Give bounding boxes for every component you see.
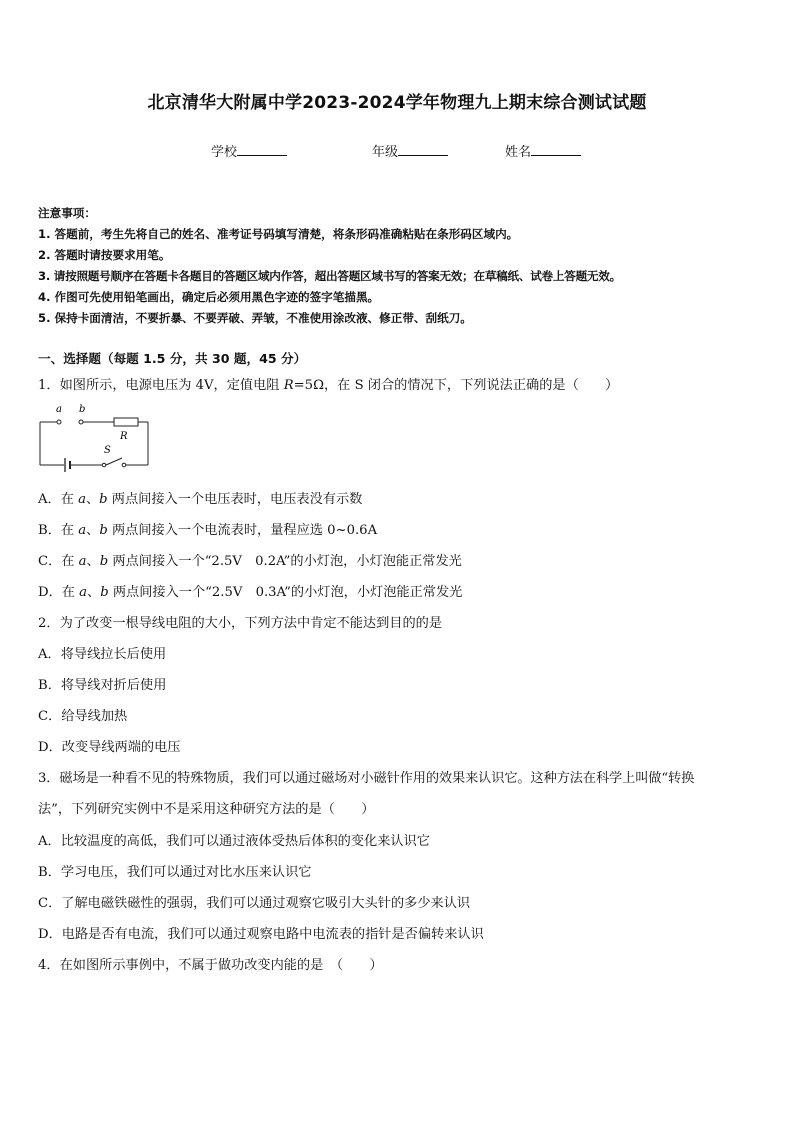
point-b: b — [99, 492, 108, 507]
page-title: 北京清华大附属中学2023-2024学年物理九上期末综合测试试题 — [147, 93, 647, 113]
name-field — [505, 141, 581, 160]
option-text: 、 — [85, 492, 100, 507]
grade-label: 年级 — [372, 145, 399, 160]
circuit-diagram — [38, 402, 153, 472]
question-2-stem: 2．为了改变一根导线电阻的大小，下列方法中肯定不能达到目的的是 — [38, 616, 443, 631]
section-heading: 一、选择题（每题 1.5 分，共 30 题，45 分） — [38, 351, 307, 366]
school-label: 学校 — [211, 145, 238, 160]
point-a: a — [78, 492, 86, 507]
option-text: 、 — [86, 554, 100, 569]
q3-option-b: B．学习电压，我们可以通过对比水压来认识它 — [38, 865, 312, 880]
option-text: D．在 — [38, 585, 80, 600]
note-item: 2. 答题时请按要求用笔。 — [38, 248, 171, 262]
q3-option-d: D．电路是否有电流，我们可以通过观察电路中电流表的指针是否偏转来认识 — [38, 927, 484, 942]
school-blank — [237, 143, 287, 156]
note-item: 1. 答题前，考生先将自己的姓名、准考证号码填写清楚，将条形码准确粘贴在条形码区域内。 — [38, 227, 519, 241]
point-b: b — [100, 585, 109, 600]
option-text: 两点间接入一个电压表时，电压表没有示数 — [107, 492, 363, 507]
q2-option-a: A．将导线拉长后使用 — [38, 647, 167, 662]
point-a: a — [78, 523, 87, 538]
label-b: b — [79, 404, 86, 415]
option-text: B．在 — [38, 523, 79, 538]
option-text: 、 — [86, 523, 100, 538]
question-3-stem-line1: 3．磁场是一种看不见的特殊物质，我们可以通过磁场对小磁针作用的效果来认识它。这种方法在科学上叫做“转换 — [38, 771, 695, 786]
note-item: 5. 保持卡面清洁，不要折暴、不要弄破、弄皱，不准使用涂改液、修正带、刮纸刀。 — [38, 311, 472, 325]
q1-option-d — [38, 581, 462, 600]
point-b: b — [99, 554, 109, 569]
option-text: 两点间接入一个“2.5V 0.3A”的小灯泡，小灯泡能正常发光 — [108, 585, 463, 600]
question-4-stem: 4．在如图所示事例中，不属于做功改变内能的是 （ ） — [38, 958, 383, 973]
option-text: A．在 — [38, 492, 79, 507]
notes-heading: 注意事项： — [38, 206, 96, 220]
point-b: b — [99, 523, 108, 538]
school-field — [211, 141, 287, 160]
q1-option-a — [38, 488, 362, 507]
switch-contact — [102, 463, 106, 467]
q1-option-c — [38, 550, 462, 569]
label-a: a — [56, 404, 62, 415]
question-3-stem-line2: 法”，下列研究实例中不是采用这种研究方法的是（ ） — [38, 802, 375, 817]
q1-option-b — [38, 519, 377, 538]
q2-option-d: D．改变导线两端的电压 — [38, 740, 181, 755]
option-text: 两点间接入一个电流表时，量程应选 0~0.6A — [107, 523, 378, 538]
q3-option-c: C．了解电磁铁磁性的强弱，我们可以通过观察它吸引大头针的多少来认识 — [38, 896, 471, 911]
question-1-stem — [38, 374, 618, 393]
switch-contact — [122, 463, 126, 467]
label-r: R — [120, 431, 128, 442]
q3-option-a: A．比较温度的高低，我们可以通过液体受热后体积的变化来认识它 — [38, 834, 430, 849]
q1-stem-part: 1．如图所示，电源电压为 4V，定值电阻 — [38, 378, 284, 393]
q1-stem-part: =5Ω，在 S 闭合的情况下，下列说法正确的是（ ） — [293, 378, 619, 393]
q1-resistor-symbol: R — [283, 378, 294, 393]
q2-option-c: C．给导线加热 — [38, 709, 128, 724]
grade-field — [372, 141, 448, 160]
grade-blank — [398, 143, 448, 156]
name-blank — [531, 143, 581, 156]
terminal-a — [57, 420, 61, 424]
note-item: 4. 作图可先使用铅笔画出，确定后必须用黑色字迹的签字笔描黑。 — [38, 290, 380, 304]
option-text: C．在 — [38, 554, 79, 569]
terminal-b — [79, 420, 83, 424]
note-item: 3. 请按照题号顺序在答题卡各题目的答题区域内作答，超出答题区域书写的答案无效；在草稿纸、试卷上答题无效。 — [38, 269, 621, 283]
point-a: a — [79, 585, 88, 600]
option-text: 两点间接入一个“2.5V 0.2A”的小灯泡，小灯泡能正常发光 — [108, 554, 462, 569]
q2-option-b: B．将导线对折后使用 — [38, 678, 167, 693]
name-label: 姓名 — [505, 145, 532, 160]
notes-block — [38, 203, 768, 329]
label-s: S — [104, 445, 111, 456]
point-a: a — [78, 554, 87, 569]
option-text: 、 — [87, 585, 101, 600]
